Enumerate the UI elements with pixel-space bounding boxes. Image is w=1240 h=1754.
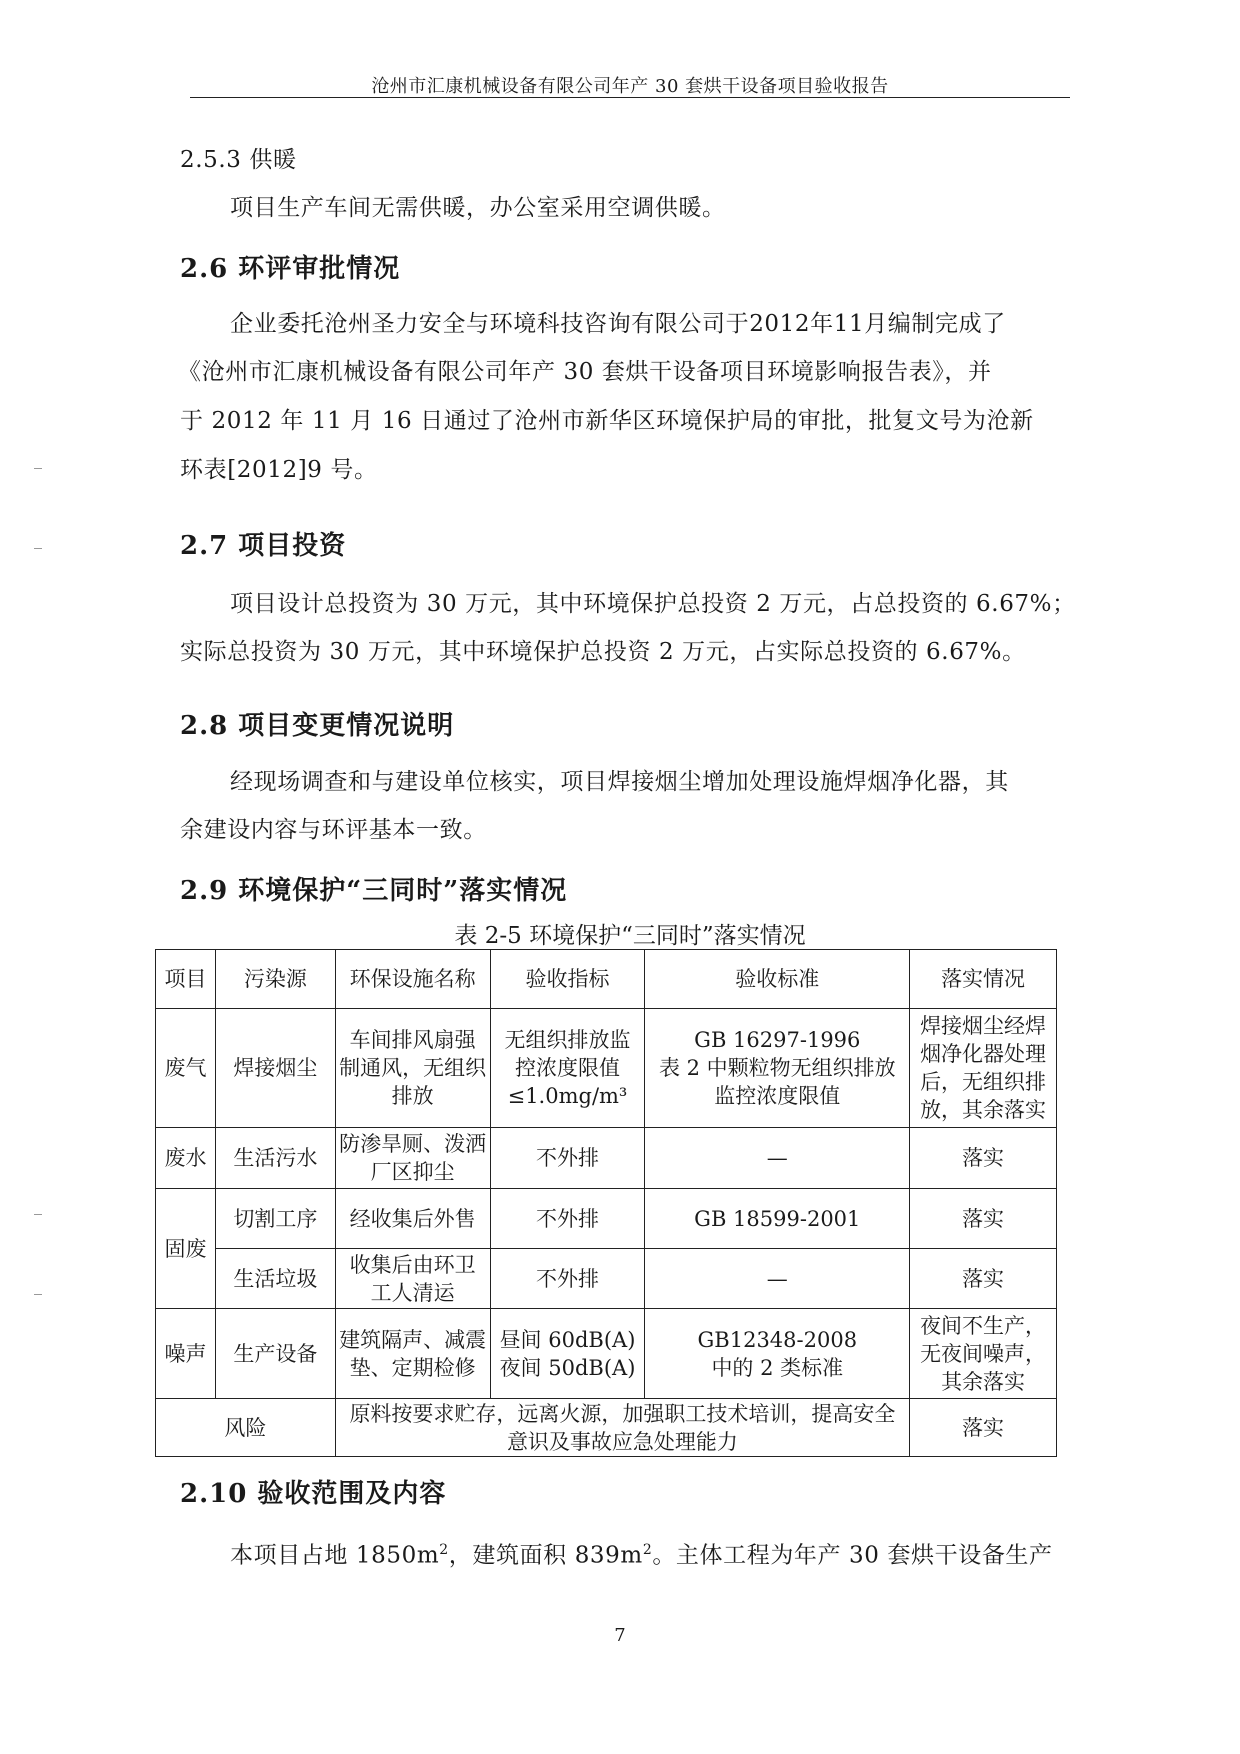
running-header: 沧州市汇康机械设备有限公司年产 30 套烘干设备项目验收报告 [371, 76, 889, 97]
source-cell: 生产设备 [215, 1309, 335, 1399]
category-cell: 废气 [156, 1009, 216, 1128]
cell-line: 收集后由环卫 [349, 1252, 476, 1277]
paragraph-line: 于 2012 年 11 月 16 日通过了沧州市新华区环境保护局的审批，批复文号为沧新 [180, 408, 1034, 434]
source-cell: 生活污水 [215, 1128, 335, 1189]
facility-cell [335, 1128, 490, 1189]
table-row-waste-water [156, 1128, 1057, 1189]
paragraph-line: 实际总投资为 30 万元，其中环境保护总投资 2 万元，占实际总投资的 6.67%。 [180, 639, 1026, 665]
three-simultaneous-table [155, 949, 1057, 1457]
category-cell: 噪声 [156, 1309, 216, 1399]
cell-line: ≤1.0mg/m³ [507, 1084, 628, 1108]
cell-line: 防渗旱厕、泼洒 [339, 1132, 487, 1156]
table-row-noise [156, 1309, 1057, 1399]
cell-line: 制通风，无组织 [339, 1056, 487, 1080]
section-2-5-3-heading: 2.5.3 供暖 [180, 147, 297, 173]
cell-line: 焊接烟尘经焊 [920, 1014, 1047, 1038]
facility-cell [335, 1309, 490, 1399]
cell-line: 车间排风扇强 [349, 1028, 476, 1052]
scan-edge-mark [34, 1214, 42, 1215]
status-cell [910, 1009, 1057, 1128]
index-cell: 不外排 [490, 1249, 645, 1309]
header-cell: 验收指标 [490, 950, 645, 1009]
section-2-8-heading: 2.8 项目变更情况说明 [180, 711, 455, 741]
cell-line: GB 16297-1996 [694, 1028, 861, 1052]
superscript: 2 [439, 1542, 449, 1558]
superscript: 2 [642, 1542, 653, 1558]
header-cell: 污染源 [215, 950, 335, 1009]
header-rule [190, 97, 1070, 98]
category-cell: 废水 [156, 1128, 216, 1189]
table-row-waste-gas [156, 1009, 1057, 1128]
standard-cell: GB 18599-2001 [645, 1189, 910, 1249]
index-cell [490, 1009, 645, 1128]
index-cell: 不外排 [490, 1189, 645, 1249]
status-cell [910, 1309, 1057, 1399]
scan-edge-mark [34, 548, 42, 549]
cell-line: 无组织排放监 [504, 1028, 631, 1052]
cell-line: 放，其余落实 [920, 1098, 1047, 1122]
source-cell: 生活垃圾 [215, 1249, 335, 1309]
category-cell: 风险 [156, 1399, 336, 1457]
cell-line: 其余落实 [941, 1369, 1026, 1394]
cell-line: 垫、定期检修 [349, 1355, 476, 1380]
cell-line: 建筑隔声、减震 [339, 1327, 487, 1352]
text-run: ，建筑面积 839m [448, 1542, 643, 1569]
status-cell: 落实 [910, 1399, 1057, 1457]
table-row-solid-waste-1 [156, 1189, 1057, 1249]
cell-line: 表 2 中颗粒物无组织排放 [658, 1056, 896, 1080]
cell-line: 厂区抑尘 [370, 1160, 455, 1184]
cell-line: 原料按要求贮存，远离火源，加强职工技术培训，提高安全 [349, 1401, 896, 1426]
table-row-risk [156, 1399, 1057, 1457]
header-cell: 项目 [156, 950, 216, 1009]
cell-line: 夜间不生产， [920, 1313, 1047, 1338]
cell-line: 控浓度限值 [514, 1056, 620, 1080]
cell-line: 排放 [391, 1084, 434, 1108]
header-cell: 落实情况 [910, 950, 1057, 1009]
paragraph-line: 企业委托沧州圣力安全与环境科技咨询有限公司于2012年11月编制完成了 [230, 311, 1006, 337]
index-cell: 不外排 [490, 1128, 645, 1189]
standard-cell [645, 1009, 910, 1128]
paragraph-line: 项目设计总投资为 30 万元，其中环境保护总投资 2 万元，占总投资的 6.67%； [230, 591, 1076, 617]
table-caption: 表 2-5 环境保护“三同时”落实情况 [454, 923, 806, 949]
paragraph-line [230, 1526, 1053, 1580]
scan-edge-mark [34, 1294, 42, 1295]
cell-line: 意识及事故应急处理能力 [506, 1429, 738, 1454]
standard-cell [645, 1309, 910, 1399]
table-row-solid-waste-2 [156, 1249, 1057, 1309]
paragraph-line: 《沧州市汇康机械设备有限公司年产 30 套烘干设备项目环境影响报告表》，并 [178, 359, 992, 385]
category-cell: 固废 [156, 1189, 216, 1309]
header-cell: 环保设施名称 [335, 950, 490, 1009]
status-cell: 落实 [910, 1249, 1057, 1309]
cell-line: 夜间 50dB(A) [499, 1355, 636, 1380]
facility-cell [335, 1249, 490, 1309]
paragraph-line: 经现场调查和与建设单位核实，项目焊接烟尘增加处理设施焊烟净化器，其 [230, 769, 1009, 795]
section-2-5-3-text: 项目生产车间无需供暖，办公室采用空调供暖。 [230, 195, 726, 221]
facility-cell [335, 1009, 490, 1128]
cell-line: 后，无组织排 [920, 1070, 1047, 1094]
facility-cell: 经收集后外售 [335, 1189, 490, 1249]
standard-cell: — [645, 1128, 910, 1189]
paragraph-line: 余建设内容与环评基本一致。 [180, 817, 487, 843]
cell-line: 昼间 60dB(A) [499, 1327, 636, 1352]
cell-line: GB12348-2008 [697, 1327, 858, 1352]
standard-cell: — [645, 1249, 910, 1309]
index-cell [490, 1309, 645, 1399]
table-header-row [156, 950, 1057, 1009]
text-run: 本项目占地 1850m [230, 1542, 440, 1569]
paragraph-line: 环表[2012]9 号。 [180, 457, 378, 483]
header-cell: 验收标准 [645, 950, 910, 1009]
measures-cell [335, 1399, 909, 1457]
cell-line: 烟净化器处理 [920, 1042, 1047, 1066]
source-cell: 切割工序 [215, 1189, 335, 1249]
cell-line: 中的 2 类标准 [711, 1355, 844, 1380]
cell-line: 监控浓度限值 [714, 1084, 841, 1108]
cell-line: 工人清运 [370, 1280, 455, 1305]
text-run: 。主体工程为年产 30 套烘干设备生产 [652, 1542, 1053, 1569]
scan-edge-mark [34, 468, 42, 469]
section-2-6-heading: 2.6 环评审批情况 [180, 254, 401, 284]
page-number: 7 [614, 1625, 626, 1646]
section-2-9-heading: 2.9 环境保护“三同时”落实情况 [180, 876, 568, 906]
status-cell: 落实 [910, 1189, 1057, 1249]
section-2-7-heading: 2.7 项目投资 [180, 531, 347, 561]
section-2-10-heading: 2.10 验收范围及内容 [180, 1479, 447, 1509]
status-cell: 落实 [910, 1128, 1057, 1189]
source-cell: 焊接烟尘 [215, 1009, 335, 1128]
cell-line: 无夜间噪声， [920, 1341, 1047, 1366]
